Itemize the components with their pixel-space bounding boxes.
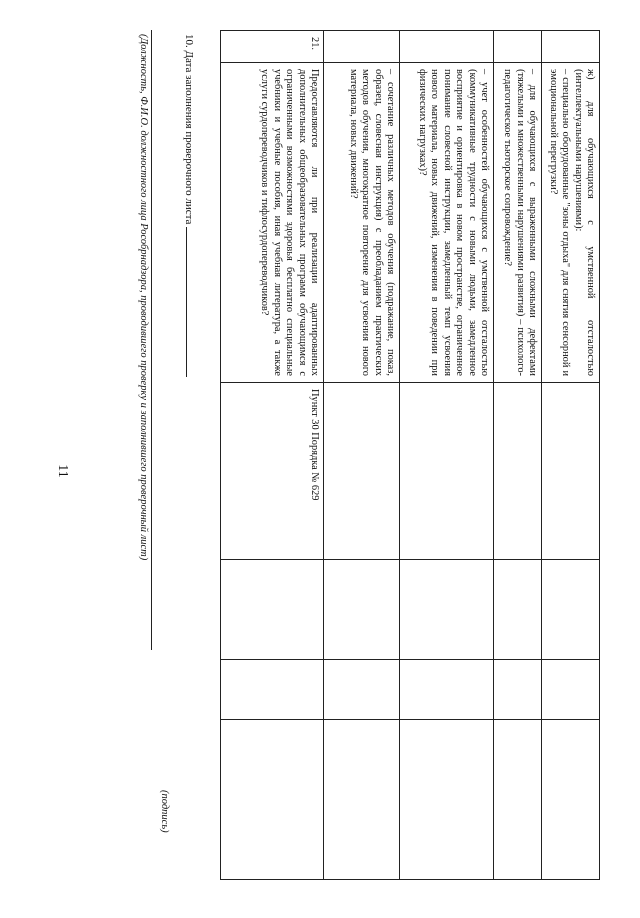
- answer-yes-cell: [493, 560, 541, 660]
- row-number-cell: [541, 30, 599, 62]
- date-line: [186, 227, 187, 377]
- reference-cell: [493, 382, 541, 560]
- criterion-text: ж) для обучающихся с умственной отсталостью (интеллектуальными нарушениями):: [572, 69, 596, 376]
- answer-yes-cell: [221, 560, 323, 660]
- answer-na-cell: [541, 720, 599, 880]
- criterion-text: – сочетание различных методов обучения (подражание, показ, образец, словесная инструкция) с преобладанием практических методов обучения, многократное повторение для усвоения нового материала, новых движений?: [347, 69, 396, 376]
- rotated-page-content: [40, 30, 600, 880]
- answer-no-cell: [323, 660, 399, 720]
- answer-na-cell: [399, 720, 493, 880]
- signature-line: [151, 30, 152, 650]
- criterion-cell: [493, 62, 541, 382]
- row-number-cell: [399, 30, 493, 62]
- answer-yes-cell: [323, 560, 399, 660]
- table-row: [323, 30, 400, 880]
- reference-cell: [541, 382, 599, 560]
- table-row: [541, 30, 600, 880]
- row-number-cell: [323, 30, 399, 62]
- criterion-text: Предоставляются ли при реализации адаптированных дополнительных общеобразовательных программ обучающимся с ограниченными возможностями здоровья бесплатно специальные учебники и учебные пособия, иная учебная литература, а также услуги сурдопереводчиков и тифлосурдопереводчиков?: [259, 69, 320, 376]
- criterion-text: – учет особенностей обучающихся с умственной отсталостью (коммуникативные трудности с новыми людьми, замедленное восприятие и ориентировка в новом пространстве, ограниченное понимание словесной инструкции, замедленный темп усвоения нового материала, новых движений, изменения в поведении при физических нагрузках)?: [416, 69, 490, 376]
- answer-yes-cell: [541, 560, 599, 660]
- answer-no-cell: [493, 660, 541, 720]
- reference-text: Пункт 30 Порядка № 629: [309, 389, 320, 501]
- criterion-cell: [221, 62, 323, 382]
- table-row: [399, 30, 494, 880]
- table-row: [493, 30, 542, 880]
- answer-no-cell: [221, 660, 323, 720]
- criterion-cell: [323, 62, 399, 382]
- page-number: 11: [55, 464, 70, 478]
- criterion-text: – специально оборудованные "зоны отдыха" для снятия сенсорной и эмоциональной перегрузки?: [547, 69, 572, 376]
- signature-caption: (Должность, Ф.И.О. должностного лица Рособрнадзора, проводившего проверку и заполнившего проверочный лист): [138, 34, 149, 561]
- row-number-cell: [493, 30, 541, 62]
- answer-no-cell: [541, 660, 599, 720]
- answer-no-cell: [399, 660, 493, 720]
- date-field: [183, 34, 195, 377]
- reference-cell: [399, 382, 493, 560]
- row-number-cell: [221, 30, 323, 62]
- row-number: 21.: [309, 37, 320, 50]
- table-row: [220, 30, 324, 880]
- signature-label: (подпись): [159, 790, 170, 833]
- reference-cell: [221, 382, 323, 560]
- date-label: 10. Дата заполнения проверочного листа: [183, 34, 195, 225]
- answer-na-cell: [323, 720, 399, 880]
- answer-na-cell: [493, 720, 541, 880]
- criterion-cell: [399, 62, 493, 382]
- criterion-text: – для обучающихся с выраженными сложными дефектами (тяжелыми и множественными нарушениями развития) – психолого-педагогическое тьюторское сопровождение?: [502, 69, 538, 376]
- answer-yes-cell: [399, 560, 493, 660]
- criterion-cell: [541, 62, 599, 382]
- reference-cell: [323, 382, 399, 560]
- answer-na-cell: [221, 720, 323, 880]
